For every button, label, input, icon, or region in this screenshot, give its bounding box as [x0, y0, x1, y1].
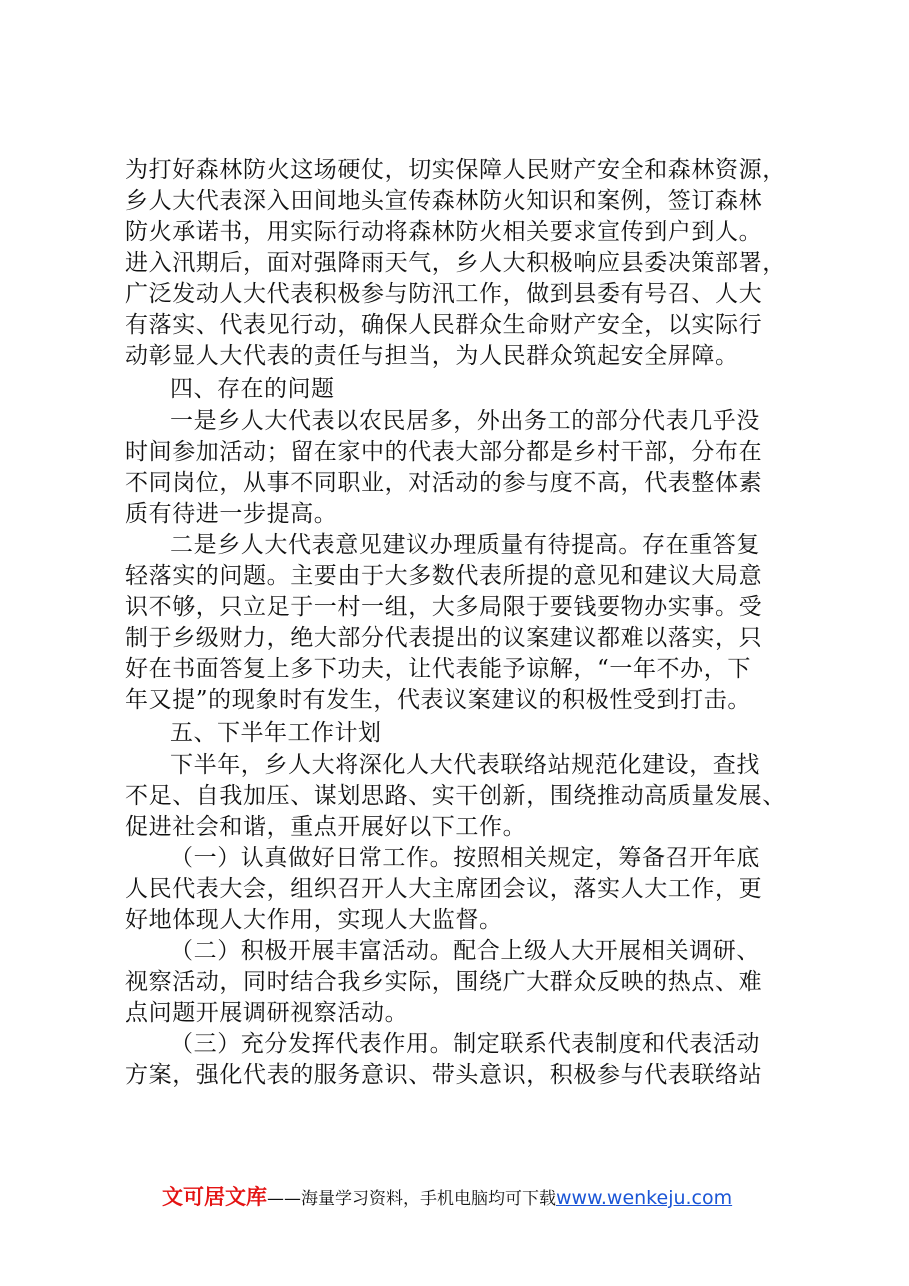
paragraph-line: 视察活动，同时结合我乡实际，围绕广大群众反映的热点、难	[125, 969, 763, 995]
paragraph-line: 一是乡人大代表以农民居多，外出务工的部分代表几乎没	[170, 408, 760, 434]
section-heading-5: 五、下半年工作计划	[170, 720, 382, 746]
paragraph-line: （一）认真做好日常工作。按照相关规定，筹备召开年底	[170, 845, 760, 871]
paragraph-line: 有落实、代表见行动，确保人民群众生命财产安全，以实际行	[125, 312, 763, 338]
paragraph-line: 为打好森林防火这场硬仗，切实保障人民财产安全和森林资源，	[125, 157, 786, 183]
footer-tagline: ——海量学习资料，手机电脑均可下载	[267, 1189, 556, 1209]
paragraph-line: 方案，强化代表的服务意识、带头意识，积极参与代表联络站	[125, 1062, 763, 1088]
paragraph-line: 二是乡人大代表意见建议办理质量有待提高。存在重答复	[170, 532, 760, 558]
paragraph-line: 人民代表大会，组织召开人大主席团会议，落实人大工作，更	[125, 876, 763, 902]
paragraph-line: （三）充分发挥代表作用。制定联系代表制度和代表活动	[170, 1031, 760, 1057]
paragraph-line: 年又提”的现象时有发生，代表议案建议的积极性受到打击。	[125, 687, 751, 713]
paragraph-line: 不足、自我加压、谋划思路、实干创新，围绕推动高质量发展、	[125, 783, 786, 809]
paragraph-line: 促进社会和谐，重点开展好以下工作。	[125, 814, 527, 840]
footer-url-link[interactable]: www.wenkeju.com	[556, 1187, 733, 1209]
paragraph-line: 乡人大代表深入田间地头宣传森林防火知识和案例，签订森林	[125, 188, 763, 214]
paragraph-line: 质有待进一步提高。	[125, 501, 338, 527]
paragraph-line: 点问题开展调研视察活动。	[125, 1000, 409, 1026]
paragraph-line: 进入汛期后，面对强降雨天气，乡人大积极响应县委决策部署，	[125, 250, 786, 276]
section-heading-4: 四、存在的问题	[170, 376, 335, 402]
paragraph-line: （二）积极开展丰富活动。配合上级人大开展相关调研、	[170, 938, 760, 964]
footer-brand: 文可居文库	[162, 1185, 267, 1209]
paragraph-line: 轻落实的问题。主要由于大多数代表所提的意见和建议大局意	[125, 563, 763, 589]
paragraph-line: 制于乡级财力，绝大部分代表提出的议案建议都难以落实，只	[125, 625, 763, 651]
paragraph-line: 不同岗位，从事不同职业，对活动的参与度不高，代表整体素	[125, 470, 763, 496]
paragraph-line: 时间参加活动；留在家中的代表大部分都是乡村干部，分布在	[125, 439, 763, 465]
paragraph-line: 防火承诺书，用实际行动将森林防火相关要求宣传到户到人。	[125, 219, 763, 245]
footer-banner	[162, 1182, 732, 1212]
paragraph-line: 好地体现人大作用，实现人大监督。	[125, 907, 503, 933]
paragraph-line: 好在书面答复上多下功夫，让代表能予谅解，“一年不办，下	[125, 656, 751, 682]
paragraph-line: 动彰显人大代表的责任与担当，为人民群众筑起安全屏障。	[125, 343, 739, 369]
paragraph-line: 下半年，乡人大将深化人大代表联络站规范化建设，查找	[170, 752, 760, 778]
paragraph-line: 识不够，只立足于一村一组，大多局限于要钱要物办实事。受	[125, 594, 763, 620]
paragraph-line: 广泛发动人大代表积极参与防汛工作，做到县委有号召、人大	[125, 281, 763, 307]
